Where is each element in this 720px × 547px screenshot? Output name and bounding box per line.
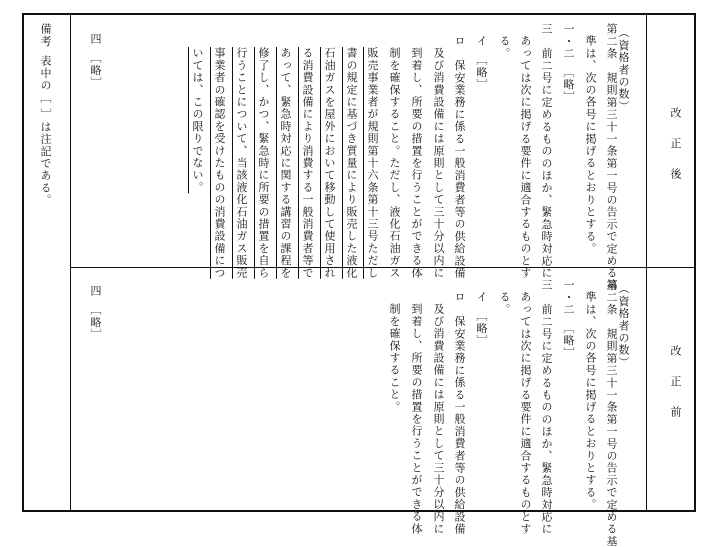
remark-text: 表中の［ ］は注記である。 — [39, 55, 52, 207]
after-line-11: 制を確保すること。ただし、液化石油ガス — [388, 47, 401, 279]
before-line-9: 及び消費設備には原則として三十分以内に — [432, 303, 445, 535]
before-line-8: ロ 保安業務に係る一般消費者等の供給設備 — [453, 291, 466, 535]
after-line-15: る消費設備により消費する一般消費者等で — [301, 47, 314, 279]
after-line-14: 石油ガスを屋外において移動して使用され — [323, 47, 336, 279]
before-line-11: 制を確保すること。 — [388, 303, 401, 413]
remark-divider — [70, 15, 71, 510]
before-line-5: あっては次に掲げる要件に適合するものとす — [519, 291, 532, 535]
before-line-12: 四 ［略］ — [89, 285, 102, 341]
remark-label: 備考 — [39, 23, 52, 48]
after-line-10: 到着し、所要の措置を行うことができる体 — [410, 47, 423, 279]
before-line-6: る。 — [498, 291, 511, 316]
after-line-16: あって、緊急時対応に関する講習の課程を — [279, 47, 292, 279]
before-line-1: 第二条 規則第三十一条第一号の告示で定める基 — [605, 279, 618, 547]
amendment-table — [22, 13, 696, 547]
after-line-19: 事業者の確認を受けたものの消費設備につ — [213, 47, 226, 279]
header-after-label: 改 正 後 — [669, 107, 682, 187]
after-line-18: 行うことについて、当該液化石油ガス販売 — [235, 47, 248, 279]
after-title: （資格者の数） — [617, 27, 630, 113]
after-line-3: 一・二 ［略］ — [562, 23, 575, 103]
after-line-20: いては、この限りでない。 — [191, 47, 204, 194]
after-line-5: あっては次に掲げる要件に適合するものとす — [519, 35, 532, 279]
section-divider — [70, 267, 694, 268]
before-line-4: 三 前二号に定めるもののほか、緊急時対応に — [540, 279, 553, 536]
after-line-7: イ ［略］ — [475, 35, 488, 91]
after-line-17: 修了し、かつ、緊急時に所要の措置を自ら — [257, 47, 270, 279]
before-line-2: 準は、次の各号に掲げるとおりとする。 — [584, 291, 597, 511]
before-title: （資格者の数） — [617, 283, 630, 369]
after-line-6: る。 — [498, 35, 511, 60]
after-line-21: 四 ［略］ — [89, 33, 102, 89]
after-line-13: 書の規定に基づき質量により販売した液化 — [345, 47, 358, 279]
after-line-12: 販売事業者が規則第十六条第十三号ただし — [366, 47, 379, 279]
header-before-label: 改 正 前 — [669, 345, 682, 425]
header-divider — [646, 15, 647, 510]
before-line-7: イ ［略］ — [475, 291, 488, 347]
before-line-10: 到着し、所要の措置を行うことができる体 — [410, 303, 423, 535]
after-line-9: 及び消費設備には原則として三十分以内に — [432, 47, 445, 279]
after-line-4: 三 前二号に定めるもののほか、緊急時対応に — [540, 23, 553, 280]
after-line-2: 準は、次の各号に掲げるとおりとする。 — [584, 35, 597, 255]
after-line-1: 第二条 規則第三十一条第一号の告示で定める基 — [605, 23, 618, 292]
before-line-3: 一・二 ［略］ — [562, 279, 575, 359]
after-line-8: ロ 保安業務に係る一般消費者等の供給設備 — [453, 35, 466, 279]
